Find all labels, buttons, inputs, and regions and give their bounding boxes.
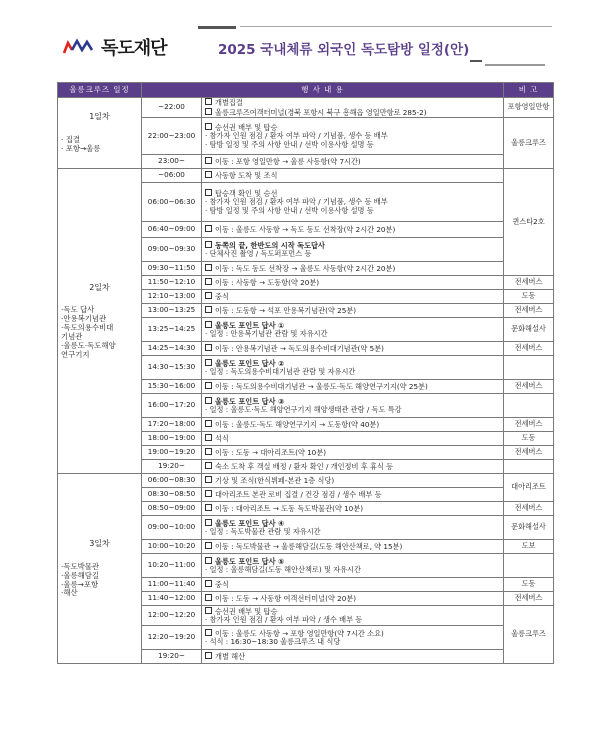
note-cell: 전세버스: [504, 304, 554, 318]
activity-text: 울릉도 포인트 답사 ⑤: [215, 556, 285, 566]
header-content: 행 사 내 용: [142, 83, 504, 98]
time-cell: 08:30~08:50: [142, 488, 202, 502]
activity-text: 이동 : 울릉도 사동항 → 독도 동도 선착장(약 2시간 20분): [215, 224, 396, 234]
activity-line: [205, 306, 500, 316]
note-cell: 도동: [504, 290, 554, 304]
activity-line: [205, 98, 500, 108]
time-cell: 13:25~14:25: [142, 318, 202, 342]
table-row: [58, 169, 554, 183]
time-cell: 23:00~: [142, 155, 202, 169]
note-cell: 문화해설사: [504, 318, 554, 342]
time-cell: 15:30~16:00: [142, 380, 202, 394]
logo: [62, 36, 167, 58]
day-cell: [58, 169, 142, 474]
dokdo-logo-icon: [62, 38, 98, 56]
checkbox-icon: [205, 241, 212, 248]
activity-line: [205, 278, 500, 288]
note-cell: 도보: [504, 540, 554, 554]
activity-text: 사동항 도착 및 조식: [215, 170, 278, 180]
day-place: ·울릉해담길: [61, 570, 100, 580]
time-cell: 12:10~13:00: [142, 290, 202, 304]
activity-cell: [202, 342, 504, 356]
checkbox-icon: [205, 292, 212, 299]
activity-cell: [202, 155, 504, 169]
checkbox-icon: [205, 98, 212, 105]
table-row: [58, 474, 554, 488]
day-place: ·해산: [61, 588, 78, 598]
note-cell: 전세버스: [504, 592, 554, 606]
activity-line: [205, 462, 500, 472]
activity-line: [205, 250, 500, 259]
activity-line: [205, 528, 500, 537]
time-cell: 06:00~08:30: [142, 474, 202, 488]
activity-line: [205, 616, 500, 625]
time-cell: 19:00~19:20: [142, 446, 202, 460]
activity-text: 울릉도 포인트 답사 ②: [215, 358, 285, 368]
time-cell: 08:50~09:00: [142, 502, 202, 516]
activity-text: 울릉도 포인트 답사 ③: [215, 396, 285, 406]
checkbox-icon: [205, 108, 212, 115]
checkbox-icon: [205, 359, 212, 366]
activity-text: 개별 해산: [215, 651, 246, 661]
activity-cell: [202, 169, 504, 183]
activity-text: 울릉도 포인트 답사 ①: [215, 320, 285, 330]
activity-line: [205, 207, 500, 216]
time-cell: 19:20~: [142, 460, 202, 474]
checkbox-icon: [205, 123, 212, 130]
note-cell: [504, 554, 554, 578]
activity-line: [205, 406, 500, 415]
activity-cell: [202, 650, 504, 664]
activity-text: 이동 : 독도박물관 → 울릉해담길(도동 해안산책로, 약 15분): [215, 541, 403, 551]
checkbox-icon: [205, 629, 212, 636]
activity-text: 이동 : 포항 영일만항 → 울릉 사동항(약 7시간): [215, 156, 361, 166]
activity-cell: [202, 502, 504, 516]
day-place: 기념관: [61, 332, 83, 342]
activity-cell: [202, 98, 504, 118]
activity-cell: [202, 516, 504, 540]
activity-line: [205, 368, 500, 377]
activity-line: [205, 594, 500, 604]
activity-text: 이동 : 대아리조트 → 도동 독도박물관(약 10분): [215, 503, 363, 513]
checkbox-icon: [205, 607, 212, 614]
activity-text: 중식: [215, 291, 229, 301]
activity-cell: [202, 304, 504, 318]
note-cell: 전세버스: [504, 342, 554, 356]
activity-text: · 탐방 일정 및 주의 사항 안내 / 선박 이용사항 설명 등: [205, 206, 374, 216]
activity-text: 승선권 배부 및 탑승: [215, 122, 278, 132]
activity-line: [205, 434, 500, 444]
note-cell: 대아리조트: [504, 474, 554, 502]
activity-cell: [202, 540, 504, 554]
checkbox-icon: [205, 382, 212, 389]
activity-text: 이동 : 독도 동도 선착장 → 울릉도 사동항(약 2시간 20분): [215, 263, 396, 273]
activity-line: [205, 225, 500, 235]
time-cell: ~06:00: [142, 169, 202, 183]
logo-text: 독도재단: [101, 38, 167, 59]
activity-text: · 일정 : 독도의용수비대기념관 관람 및 자유시간: [205, 367, 356, 377]
activity-text: 이동 : 도동항 → 석포 안용복기념관(약 25분): [215, 305, 357, 315]
activity-text: 동쪽의 끝, 한반도의 시작 독도답사: [215, 240, 325, 250]
note-cell: 전세버스: [504, 276, 554, 290]
activity-text: · 일정 : 안용복기념관 관람 및 자유시간: [205, 329, 328, 339]
checkbox-icon: [205, 171, 212, 178]
activity-text: 기상 및 조식(한식뷔페-본관 1층 식당): [215, 475, 335, 485]
checkbox-icon: [205, 448, 212, 455]
activity-cell: [202, 290, 504, 304]
day-cell: [58, 474, 142, 664]
activity-text: 숙소 도착 후 객실 배정 / 환자 확인 / 개인정비 후 휴식 등: [215, 461, 394, 471]
time-cell: 10:00~10:20: [142, 540, 202, 554]
time-cell: 19:20~: [142, 650, 202, 664]
activity-text: 이동 : 사동항 → 도동항(약 20분): [215, 277, 320, 287]
activity-text: 이동 : 안용복기념관 → 독도의용수비대기념관(약 5분): [215, 343, 384, 353]
activity-cell: [202, 276, 504, 290]
activity-cell: [202, 356, 504, 380]
time-cell: 18:00~19:00: [142, 432, 202, 446]
activity-cell: [202, 318, 504, 342]
activity-line: [205, 157, 500, 167]
activity-text: · 일정 : 울릉도·독도 해양연구기지 해양생태관 관람 / 독도 특강: [205, 405, 402, 415]
time-cell: 12:20~19:20: [142, 626, 202, 650]
activity-text: 이동 : 울릉도 사동항 → 포항 영일만항(약 7시간 소요): [215, 628, 384, 638]
note-cell: [504, 460, 554, 474]
header-note: 비 고: [504, 83, 554, 98]
activity-text: 개별집결: [215, 98, 243, 107]
day-place: ·안용복기념관: [61, 314, 107, 324]
checkbox-icon: [205, 519, 212, 526]
checkbox-icon: [205, 580, 212, 587]
header-schedule: 울릉크루즈 일정: [58, 83, 142, 98]
activity-line: [205, 580, 500, 590]
checkbox-icon: [205, 504, 212, 511]
checkbox-icon: [205, 434, 212, 441]
activity-line: [205, 490, 500, 500]
activity-cell: [202, 183, 504, 222]
checkbox-icon: [205, 594, 212, 601]
time-cell: 06:40~09:00: [142, 222, 202, 238]
note-cell: 도동: [504, 432, 554, 446]
checkbox-icon: [205, 397, 212, 404]
day-name: 3일차: [89, 539, 110, 549]
activity-line: [205, 476, 500, 486]
activity-cell: [202, 592, 504, 606]
title-rule-top: [240, 26, 552, 27]
activity-text: 탑승객 확인 및 승선: [215, 188, 278, 198]
activity-line: [205, 292, 500, 302]
activity-text: 이동 : 독도의용수비대기념관 → 울릉도·독도 해양연구기지(약 25분): [215, 381, 428, 391]
checkbox-icon: [205, 476, 212, 483]
time-cell: 22:00~23:00: [142, 118, 202, 155]
activity-line: [205, 264, 500, 274]
table-header-row: [58, 83, 554, 98]
activity-cell: [202, 460, 504, 474]
table-row: [58, 98, 554, 118]
day-place: ·독도의용수비대: [61, 323, 114, 333]
day-cell: [58, 98, 142, 169]
activity-cell: [202, 606, 504, 626]
time-cell: 11:50~12:10: [142, 276, 202, 290]
activity-line: [205, 638, 500, 647]
note-cell: [504, 394, 554, 418]
activity-text: 이동 : 도동 → 대아리조트(약 10분): [215, 447, 326, 457]
checkbox-icon: [205, 264, 212, 271]
day-place: · 포항→울릉: [61, 143, 101, 153]
activity-text: 이동 : 울릉도·독도 해양연구기지 → 도동항(약 40분): [215, 419, 380, 429]
activity-text: 울릉크루즈여객터미널(경북 포항시 북구 흥해읍 영일만항로 285-2): [215, 107, 427, 117]
activity-text: 울릉도 포인트 답사 ④: [215, 518, 285, 528]
activity-text: · 일정 : 독도박물관 관람 및 자유시간: [205, 527, 321, 537]
checkbox-icon: [205, 490, 212, 497]
activity-cell: [202, 446, 504, 460]
activity-cell: [202, 578, 504, 592]
time-cell: 14:30~15:30: [142, 356, 202, 380]
activity-cell: [202, 238, 504, 262]
time-cell: 06:00~06:30: [142, 183, 202, 222]
activity-cell: [202, 418, 504, 432]
activity-line: [205, 141, 500, 150]
checkbox-icon: [205, 344, 212, 351]
time-cell: 16:00~17:20: [142, 394, 202, 418]
activity-line: [205, 382, 500, 392]
checkbox-icon: [205, 652, 212, 659]
checkbox-icon: [205, 278, 212, 285]
checkbox-icon: [205, 189, 212, 196]
activity-cell: [202, 488, 504, 502]
activity-cell: [202, 262, 504, 276]
note-cell: 문화해설사: [504, 516, 554, 540]
activity-line: [205, 420, 500, 430]
activity-line: [205, 504, 500, 514]
activity-text: 승선권 배부 및 탑승: [215, 606, 278, 616]
checkbox-icon: [205, 225, 212, 232]
activity-text: · 일정 : 울릉해담길(도동 해안산책로) 및 자유시간: [205, 565, 361, 575]
note-cell: 퀸스타2호: [504, 169, 554, 276]
activity-cell: [202, 474, 504, 488]
activity-line: [205, 108, 500, 118]
title-rule-bottom: [485, 64, 545, 66]
checkbox-icon: [205, 157, 212, 164]
activity-text: 이동 : 도동 → 사동항 여객선터미널(약 20분): [215, 593, 357, 603]
day-place: ·울릉→포항: [61, 579, 99, 589]
time-cell: 12:00~12:20: [142, 606, 202, 626]
time-cell: 11:00~11:40: [142, 578, 202, 592]
day-name: 1일차: [89, 112, 110, 122]
activity-text: · 참가자 인원 점검 / 환자 여부 파악 / 기념품, 생수 등 배부: [205, 131, 388, 141]
checkbox-icon: [205, 462, 212, 469]
day-place: ·울릉도·독도해양: [61, 340, 116, 350]
checkbox-icon: [205, 557, 212, 564]
note-cell: 울릉크루즈: [504, 606, 554, 664]
activity-text: 중식: [215, 579, 229, 589]
time-cell: 09:00~09:30: [142, 238, 202, 262]
document-header: [0, 0, 600, 78]
activity-text: 석식: [215, 433, 229, 443]
checkbox-icon: [205, 542, 212, 549]
day-place: ·독도박물관: [61, 561, 100, 571]
note-cell: 전세버스: [504, 418, 554, 432]
activity-line: [205, 566, 500, 575]
note-cell: 전세버스: [504, 380, 554, 394]
time-cell: 14:25~14:30: [142, 342, 202, 356]
checkbox-icon: [205, 321, 212, 328]
activity-text: 대아리조트 본관 로비 집결 / 건강 점검 / 생수 배부 등: [215, 489, 382, 499]
activity-line: [205, 171, 500, 181]
time-cell: 11:40~12:00: [142, 592, 202, 606]
note-cell: 전세버스: [504, 502, 554, 516]
activity-text: · 석식 : 16:30~18:30 울릉크루즈 내 식당: [205, 637, 341, 647]
note-cell: 도동: [504, 578, 554, 592]
activity-text: · 탐방 일정 및 주의 사항 안내 / 선박 이용사항 설명 등: [205, 140, 374, 150]
activity-text: · 참가자 인원 점검 / 환자 여부 파악 / 기념품, 생수 등 배부: [205, 197, 388, 207]
activity-cell: [202, 380, 504, 394]
checkbox-icon: [205, 420, 212, 427]
activity-cell: [202, 222, 504, 238]
time-cell: 09:30~11:50: [142, 262, 202, 276]
day-name: 2일차: [89, 282, 110, 292]
activity-cell: [202, 118, 504, 155]
title-rule-bottom: [470, 60, 482, 62]
day-place: ·독도 답사: [61, 305, 95, 315]
schedule-table: [57, 82, 554, 664]
activity-text: · 참가자 인원 점검 / 환자 여부 파악 / 생수 배부 등: [205, 615, 363, 625]
activity-cell: [202, 626, 504, 650]
activity-text: · 단체사진 촬영 / 독도퍼포먼스 등: [205, 249, 312, 259]
activity-cell: [202, 554, 504, 578]
activity-line: [205, 344, 500, 354]
note-cell: 포항영일만항: [504, 98, 554, 118]
activity-cell: [202, 432, 504, 446]
note-cell: 전세버스: [504, 446, 554, 460]
activity-line: [205, 542, 500, 552]
note-cell: [504, 356, 554, 380]
activity-line: [205, 330, 500, 339]
time-cell: 09:00~10:00: [142, 516, 202, 540]
activity-cell: [202, 394, 504, 418]
time-cell: 13:00~13:25: [142, 304, 202, 318]
activity-line: [205, 652, 500, 662]
activity-line: [205, 448, 500, 458]
note-cell: 울릉크루즈: [504, 118, 554, 169]
checkbox-icon: [205, 306, 212, 313]
day-place: 연구기지: [61, 349, 90, 359]
document-title: 2025 국내체류 외국인 독도탐방 일정(안): [218, 42, 470, 58]
title-rule-top: [198, 26, 236, 29]
time-cell: 10:20~11:00: [142, 554, 202, 578]
day-place: · 집결: [61, 135, 80, 145]
time-cell: 17:20~18:00: [142, 418, 202, 432]
time-cell: ~22:00: [142, 98, 202, 118]
